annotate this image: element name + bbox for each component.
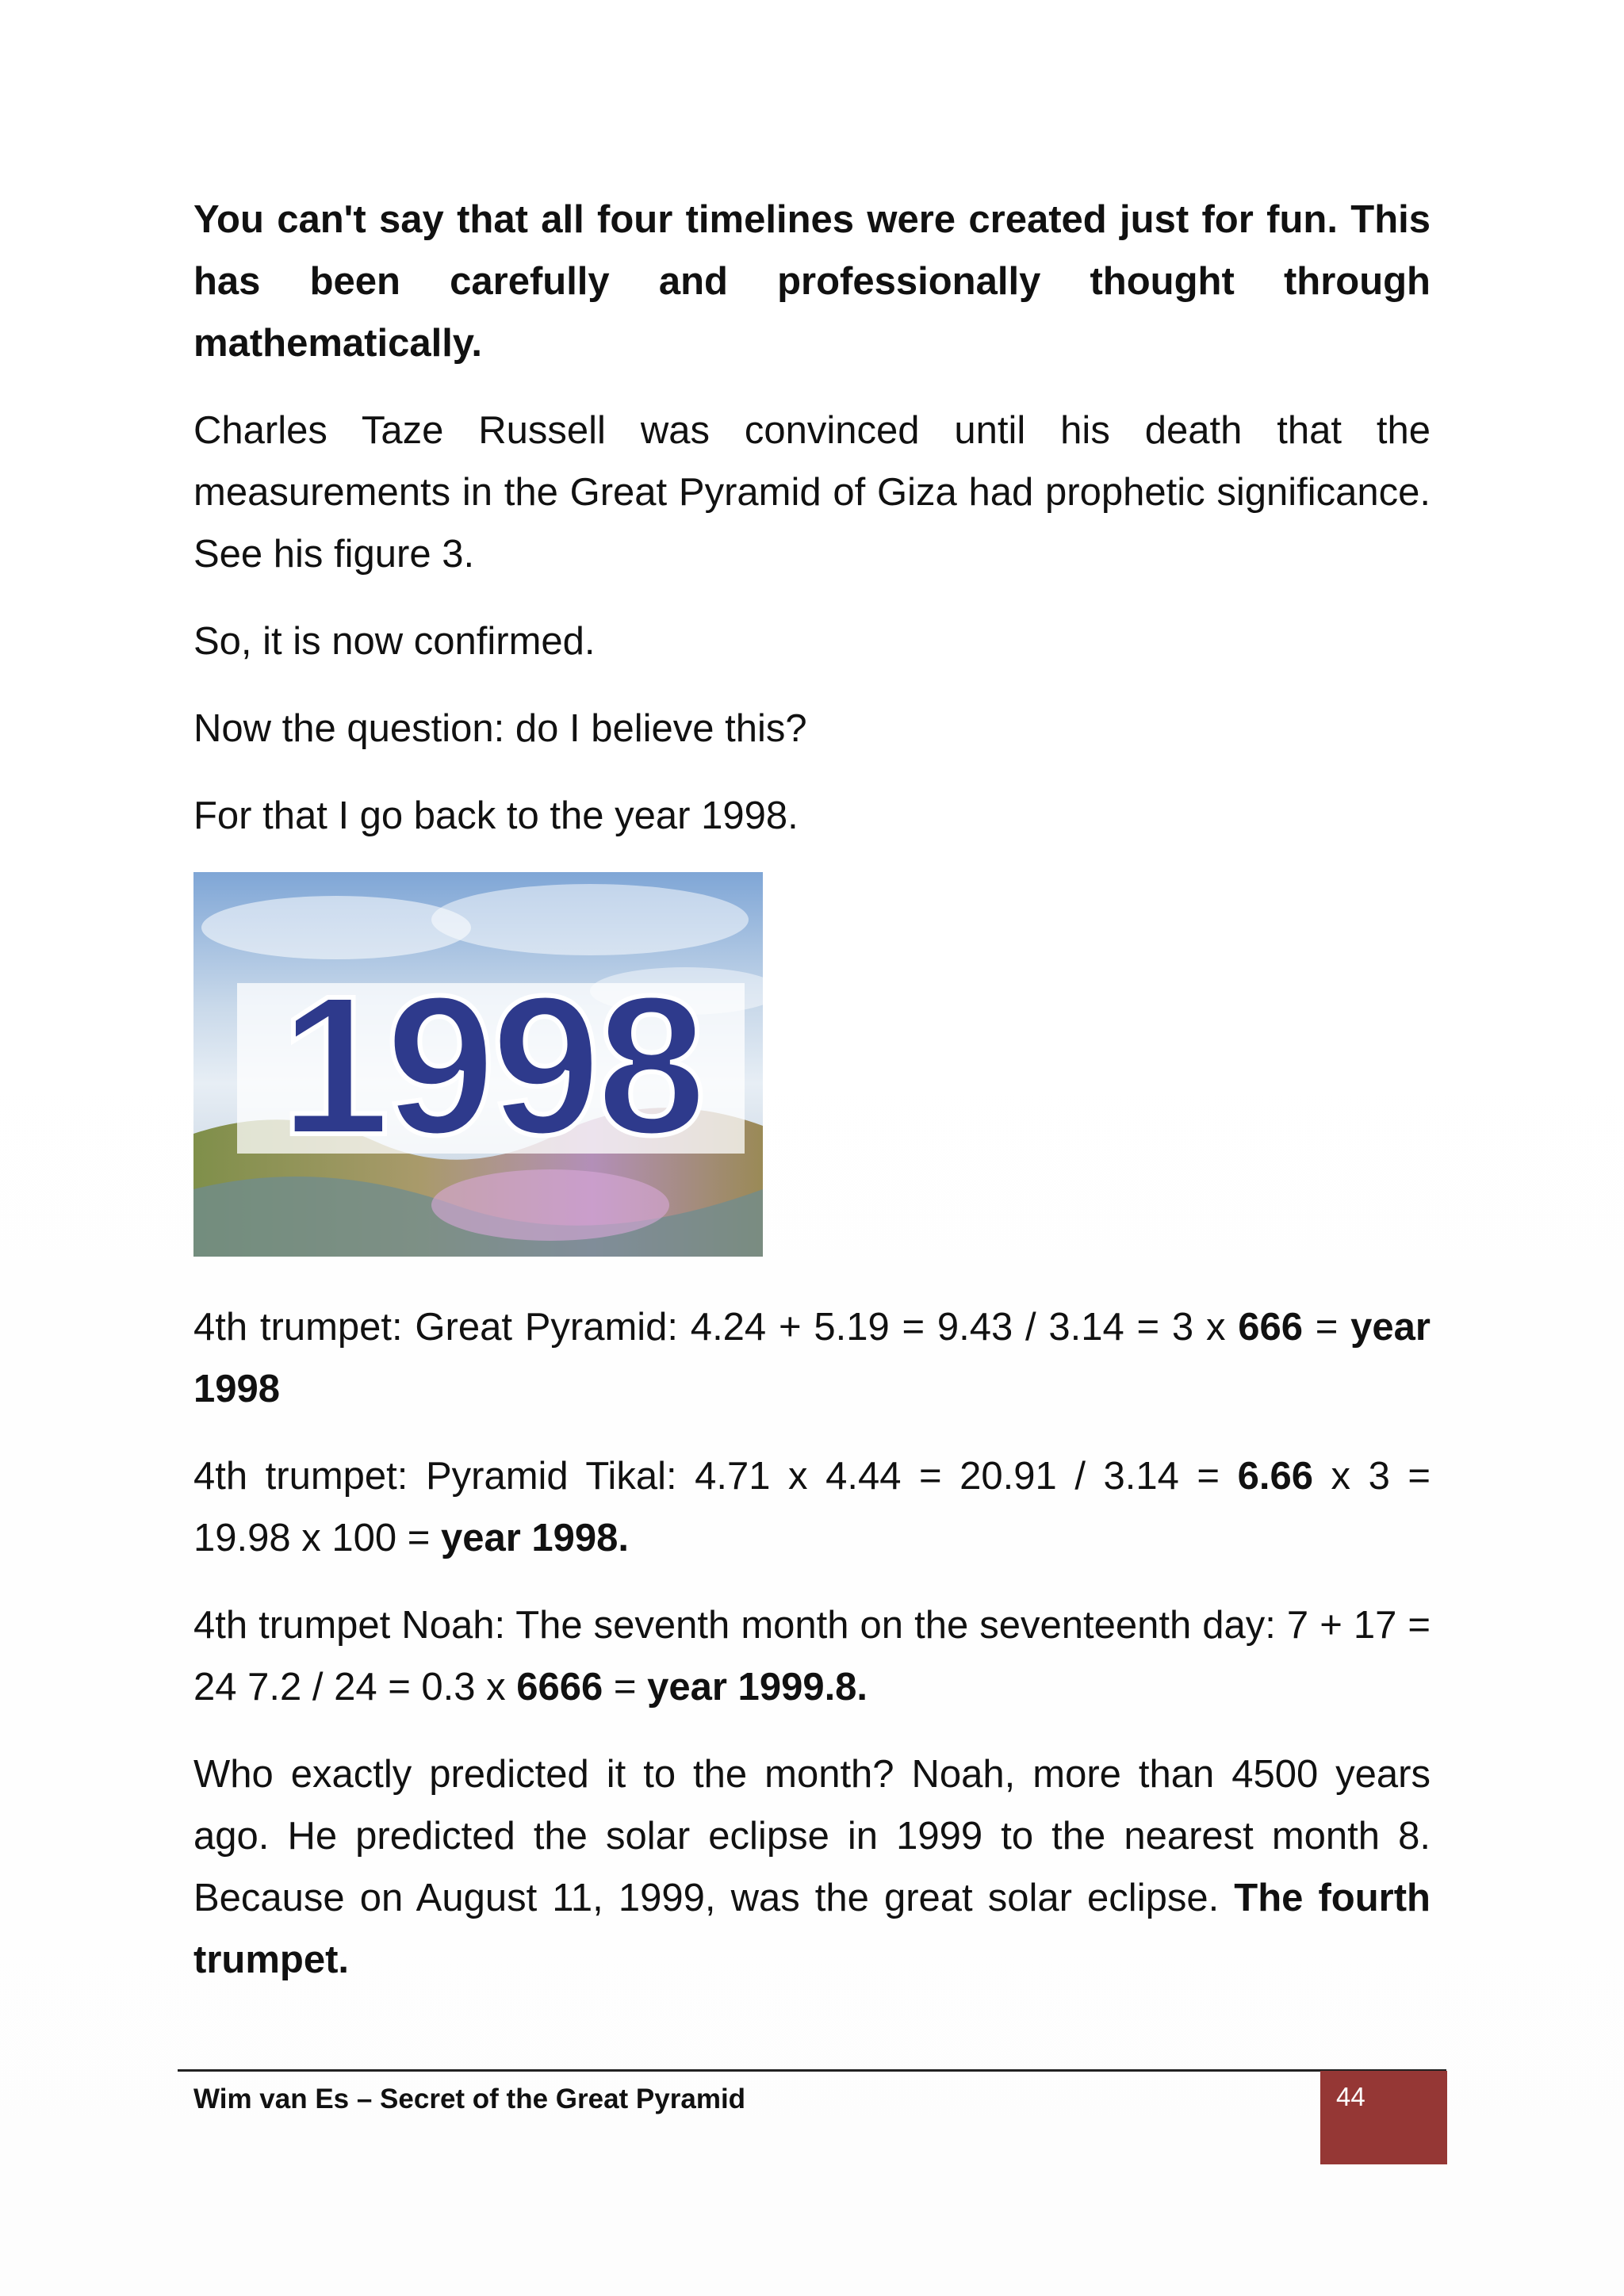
year-1998-image <box>193 872 763 1257</box>
intro-paragraph: You can't say that all four timelines were created just for fun. This has been carefully and professionally thought through mathematically. <box>193 198 1431 365</box>
year-image-text: 1998 <box>279 955 703 1176</box>
page-number-box <box>1320 2071 1447 2164</box>
page-content <box>193 189 1431 2016</box>
russell-paragraph: Charles Taze Russell was convinced until his death that the measurements in the Great Pyramid of Giza had prophetic significance. See his figure 3. <box>193 409 1431 576</box>
closing-paragraph: Who exactly predicted it to the month? Noah, more than 4500 years ago. He predicted the solar eclipse in 1999 to the nearest month 8. Because on August 11, 1999, was the great solar eclipse. The fourth trumpet. <box>193 1753 1431 1981</box>
footer-title: Wim van Es – Secret of the Great Pyramid <box>193 2084 746 2114</box>
footer-divider <box>178 2069 1446 2072</box>
trumpet-tikal: 4th trumpet: Pyramid Tikal: 4.71 x 4.44 = 20.91 / 3.14 = 6.66 x 3 = 19.98 x 100 = year 1998. <box>193 1455 1431 1559</box>
year-paragraph: For that I go back to the year 1998. <box>193 794 799 837</box>
year-1998-illustration <box>193 872 763 1257</box>
trumpet-great-pyramid: 4th trumpet: Great Pyramid: 4.24 + 5.19 = 9.43 / 3.14 = 3 x 666 = year 1998 <box>193 1306 1431 1410</box>
question-paragraph: Now the question: do I believe this? <box>193 707 807 750</box>
page-number: 44 <box>1336 2082 1365 2111</box>
trumpet-noah: 4th trumpet Noah: The seventh month on the seventeenth day: 7 + 17 = 24 7.2 / 24 = 0.3 x 6666 = year 1999.8. <box>193 1604 1431 1709</box>
confirmed-paragraph: So, it is now confirmed. <box>193 620 596 663</box>
